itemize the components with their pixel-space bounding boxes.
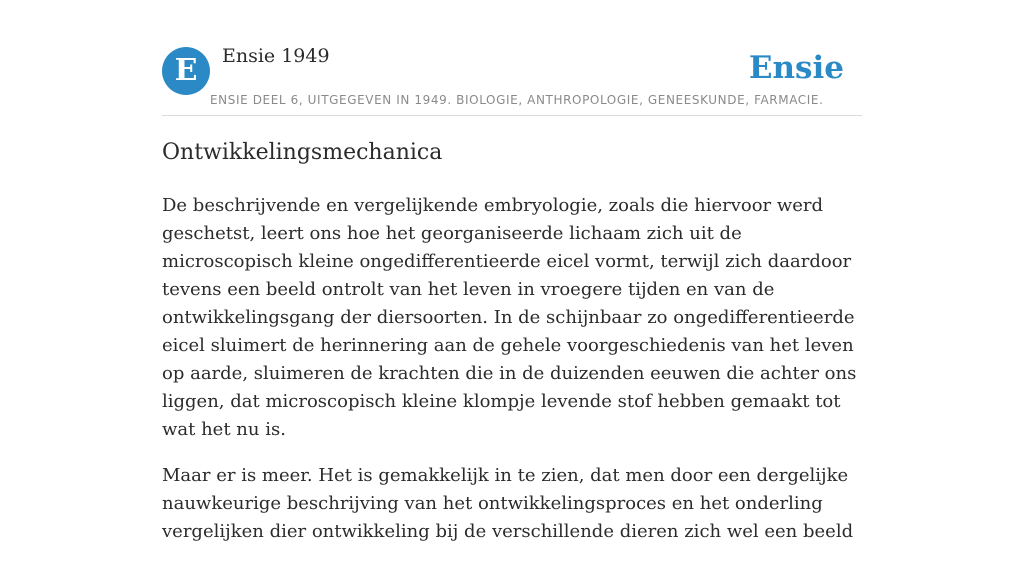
article-title: Ontwikkelingsmechanica xyxy=(162,140,443,165)
site-title[interactable]: Ensie 1949 xyxy=(222,45,330,67)
article-paragraph: De beschrijvende en vergelijkende embryologie, zoals die hiervoor werd geschetst, leert ons hoe het georganiseerde lichaam zich uit de microscopisch kleine ongedifferentieerde eicel vormt, terwijl zich daardoor tevens een beeld ontrolt van het leven in vroegere tijden en van de ontwikkelingsgang der diersoorten. In de schijnbaar zo ongedifferentieerde eicel sluimert de herinnering aan de gehele voorgeschiedenis van het leven op aarde, sluimeren de krachten die in de duizenden eeuwen die achter ons liggen, dat microscopisch kleine klompje levende stof hebben gemaakt tot wat het nu is. xyxy=(162,195,857,440)
article-body xyxy=(162,192,864,564)
ensie-logo[interactable]: E xyxy=(162,47,210,95)
brand-link[interactable]: Ensie xyxy=(748,50,844,86)
page xyxy=(162,0,862,542)
header-divider xyxy=(162,115,862,116)
site-subtitle: ENSIE DEEL 6, UITGEGEVEN IN 1949. BIOLOGIE, ANTHROPOLOGIE, GENEESKUNDE, FARMACIE. xyxy=(210,93,824,107)
article-paragraph: Maar er is meer. Het is gemakkelijk in te zien, dat men door een dergelijke nauwkeurige beschrijving van het ontwikkelingsproces en het onderling vergelijken dier ontwikkeling bij de verschillende dieren zich wel een beeld xyxy=(162,465,854,542)
